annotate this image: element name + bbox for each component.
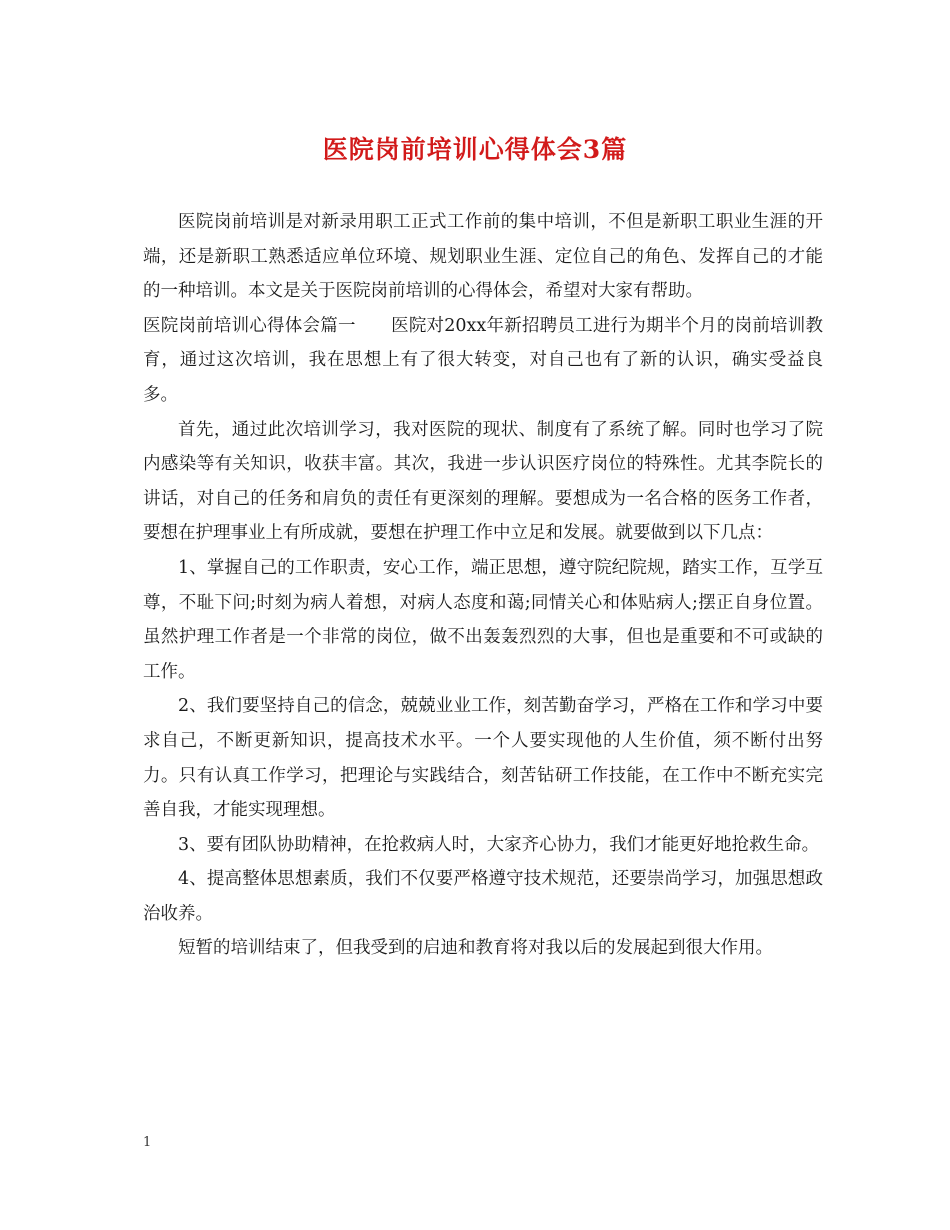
paragraph-intro: 医院岗前培训是对新录用职工正式工作前的集中培训，不但是新职工职业生涯的开端，还是新职工熟悉适应单位环境、规划职业生涯、定位自己的角色、发挥自己的才能的一种培训。本文是关于医院岗前培训的心得体会，希望对大家有帮助。 <box>143 212 823 302</box>
paragraph-closing: 短暂的培训结束了，但我受到的启迪和教育将对我以后的发展起到很大作用。 <box>178 938 773 959</box>
paragraph-point-4: 4、提高整体思想素质，我们不仅要严格遵守技术规范，还要崇尚学习，加强思想政治收养。 <box>143 869 823 924</box>
paragraph-point-2: 2、我们要坚持自己的信念，兢兢业业工作，刻苦勤奋学习，严格在工作和学习中要求自己，不断更新知识，提高技术水平。一个人要实现他的人生价值，须不断付出努力。只有认真工作学习，把理论与实践结合，刻苦钻研工作技能，在工作中不断充实完善自我，才能实现理想。 <box>143 696 823 821</box>
paragraph-section-one: 医院岗前培训心得体会篇一 医院对20xx年新招聘员工进行为期半个月的岗前培训教育，通过这次培训，我在思想上有了很大转变，对自己也有了新的认识，确实受益良多。 <box>143 315 823 405</box>
page-number: 1 <box>143 1135 152 1150</box>
document-body <box>143 205 823 966</box>
paragraph-point-1: 1、掌握自己的工作职责，安心工作，端正思想，遵守院纪院规，踏实工作，互学互尊，不耻下问;时刻为病人着想，对病人态度和蔼;同情关心和体贴病人;摆正自身位置。虽然护理工作者是一个非常的岗位，做不出轰轰烈烈的大事，但也是重要和不可或缺的工作。 <box>143 557 823 682</box>
document-title: 医院岗前培训心得体会3篇 <box>322 135 628 164</box>
paragraph-first: 首先，通过此次培训学习，我对医院的现状、制度有了系统了解。同时也学习了院内感染等有关知识，收获丰富。其次，我进一步认识医疗岗位的特殊性。尤其李院长的讲话，对自己的任务和肩负的责任有更深刻的理解。要想成为一名合格的医务工作者，要想在护理事业上有所成就，要想在护理工作中立足和发展。就要做到以下几点： <box>143 419 823 544</box>
paragraph-point-3: 3、要有团队协助精神，在抢救病人时，大家齐心协力，我们才能更好地抢救生命。 <box>178 834 820 855</box>
